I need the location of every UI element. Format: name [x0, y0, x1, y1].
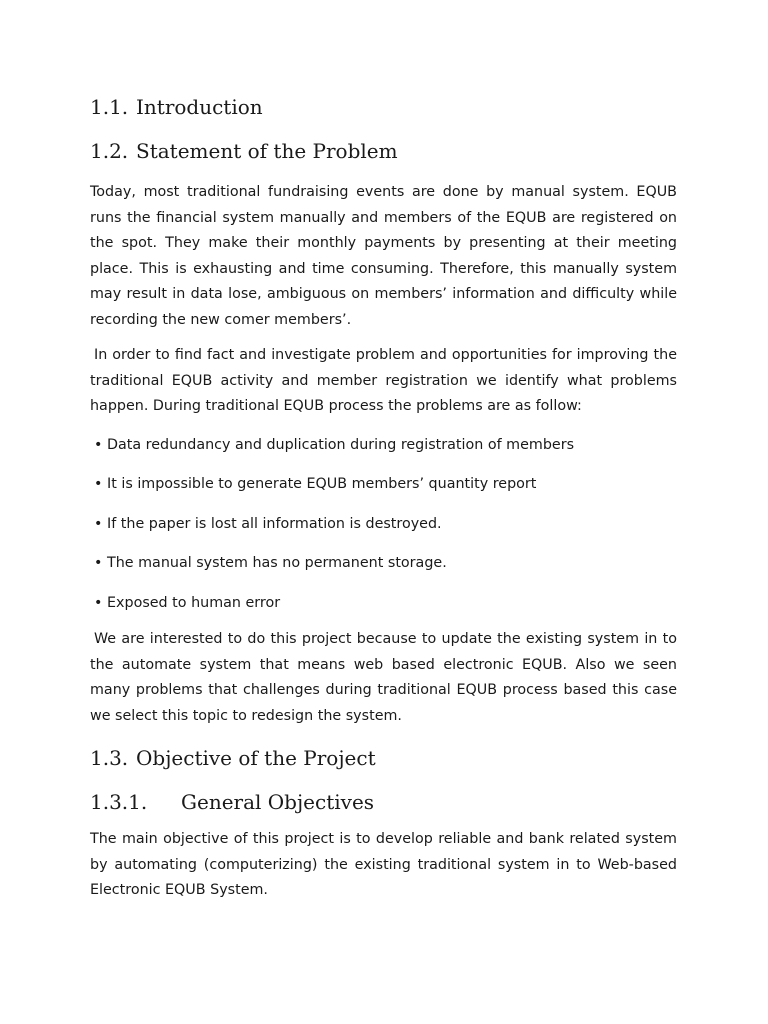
bullet-icon: •	[94, 515, 103, 532]
bullet-item	[90, 472, 677, 498]
document-page	[90, 92, 677, 904]
bullet-icon: •	[94, 594, 103, 611]
bullet-item	[90, 512, 677, 538]
heading-title: Introduction	[136, 95, 263, 119]
bullet-icon: •	[94, 436, 103, 453]
heading-number: 1.2.	[90, 139, 129, 163]
heading-title: Statement of the Problem	[136, 139, 398, 163]
bullet-item	[90, 591, 677, 617]
problem-bullet-list	[90, 433, 677, 617]
heading-title: General Objectives	[181, 790, 375, 814]
heading-general-objectives	[90, 787, 677, 817]
bullet-text: It is impossible to generate EQUB members’ quantity report	[107, 476, 537, 492]
bullet-item	[90, 551, 677, 577]
heading-introduction	[90, 92, 677, 122]
bullet-icon: •	[94, 555, 103, 571]
heading-number: 1.3.	[90, 746, 129, 770]
paragraph-main-objective: The main objective of this project is to develop reliable and bank related system by automating (computerizing) the existing traditional system in to Web-based Electronic EQUB System.	[90, 831, 677, 898]
bullet-item	[90, 433, 677, 459]
bullet-text: Exposed to human error	[107, 594, 281, 611]
heading-statement-of-problem	[90, 136, 677, 166]
heading-number: 1.3.1.	[90, 790, 148, 814]
paragraph-project-motivation: We are interested to do this project because to update the existing system in to the automate system that means web based electronic EQUB. Also we seen many problems that challenges during traditional EQUB process based this case we select this topic to redesign the system.	[90, 631, 677, 724]
heading-title: Objective of the Project	[136, 746, 376, 770]
heading-number: 1.1.	[90, 95, 129, 119]
bullet-text: The manual system has no permanent storage.	[107, 555, 447, 571]
bullet-icon: •	[94, 476, 103, 492]
bullet-text: Data redundancy and duplication during registration of members	[107, 436, 575, 453]
bullet-text: If the paper is lost all information is destroyed.	[107, 515, 442, 532]
paragraph-problem-investigation: In order to find fact and investigate problem and opportunities for improving the traditional EQUB activity and member registration we identify what problems happen. During traditional EQUB process the problems are as follow:	[90, 347, 677, 414]
paragraph-problem-intro: Today, most traditional fundraising events are done by manual system. EQUB runs the financial system manually and members of the EQUB are registered on the spot. They make their monthly payments by presenting at their meeting place. This is exhausting and time consuming. Therefore, this manually system may result in data lose, ambiguous on members’ information and difficulty while recording the new comer members’.	[90, 184, 677, 328]
heading-objective-of-project	[90, 743, 677, 773]
